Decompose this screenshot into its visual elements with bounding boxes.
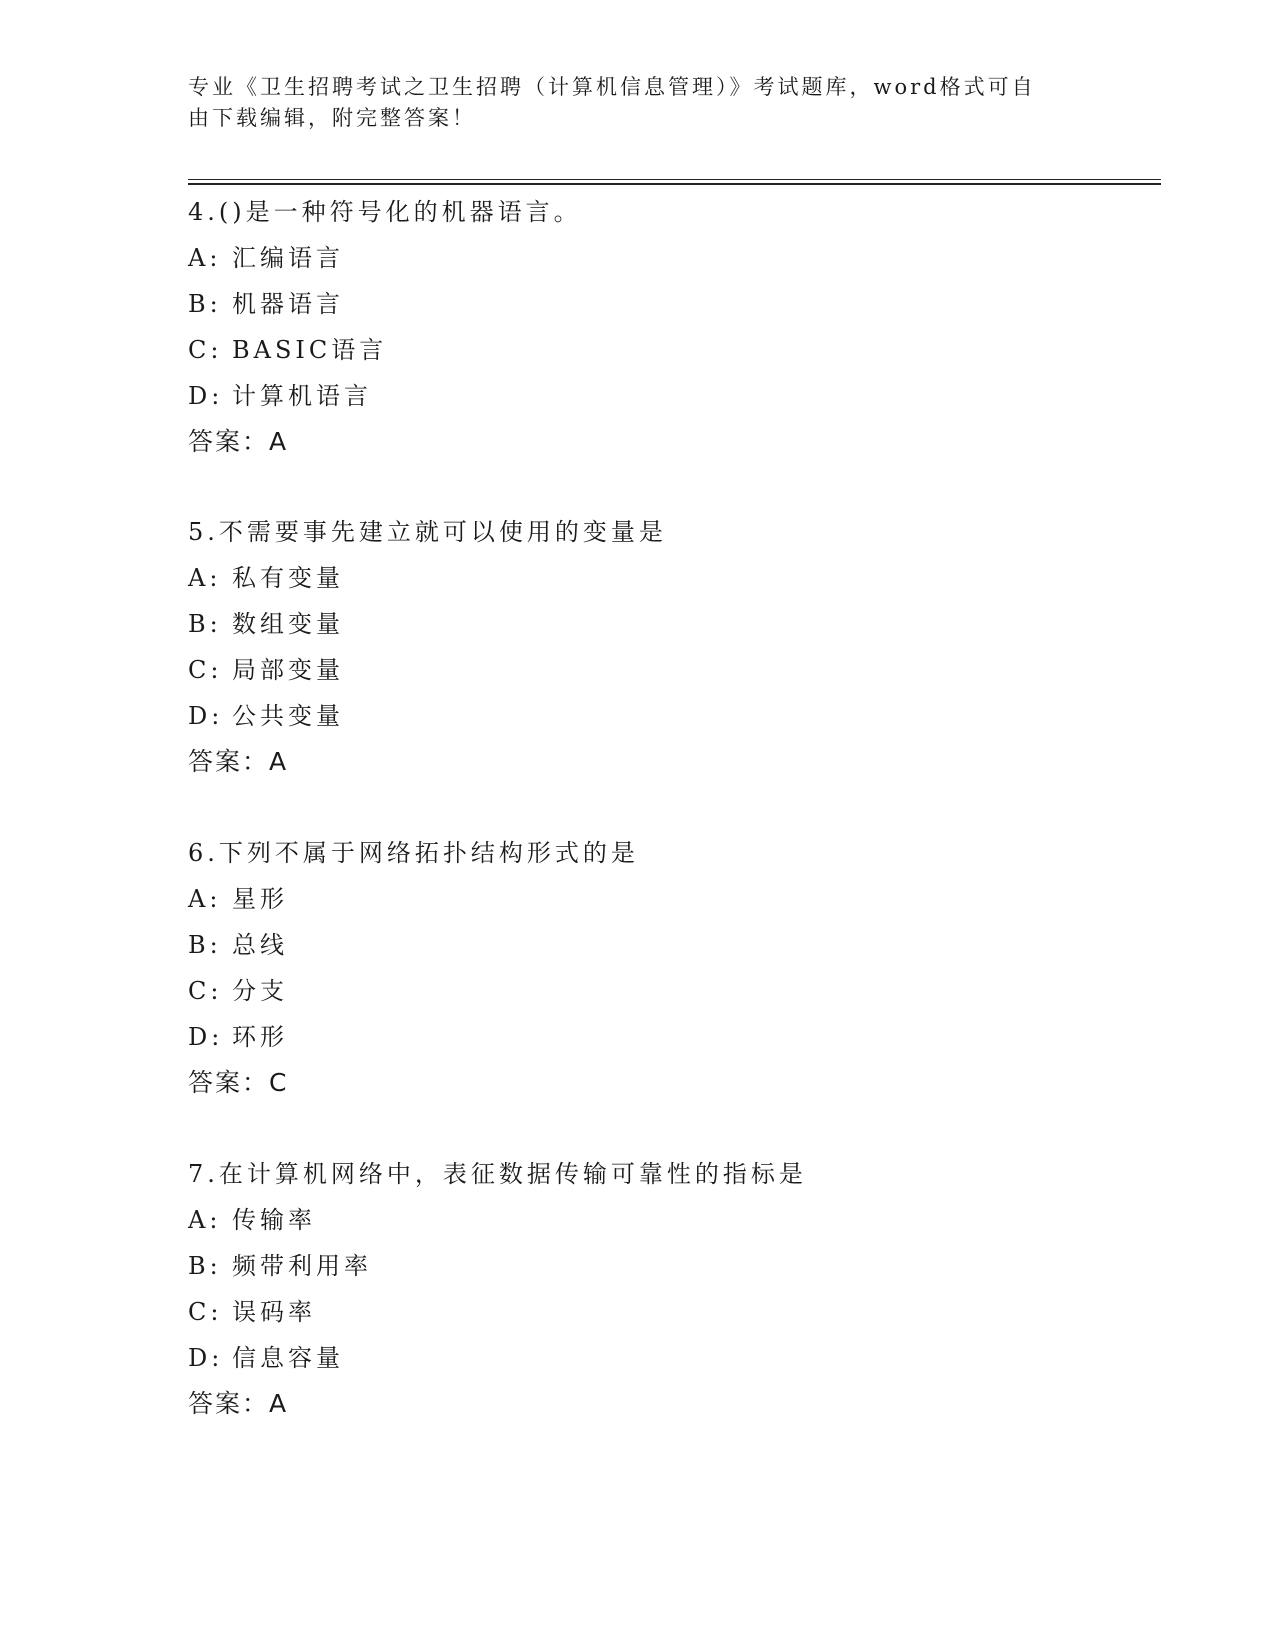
option-letter: B: [188, 1252, 222, 1280]
option-c [188, 1289, 1168, 1335]
header-line-2: 由下载编辑，附完整答案！ [188, 106, 476, 130]
option-letter: D: [188, 702, 224, 730]
option-letter: A: [188, 564, 222, 592]
option-letter: C: [188, 977, 223, 1005]
option-letter: A: [188, 885, 222, 913]
option-a [188, 1197, 1168, 1243]
option-b [188, 281, 1168, 327]
option-c [188, 968, 1168, 1014]
question-stem: 7.在计算机网络中，表征数据传输可靠性的指标是 [188, 1160, 807, 1188]
option-b [188, 922, 1168, 968]
option-c [188, 647, 1168, 693]
question-stem: 6.下列不属于网络拓扑结构形式的是 [188, 839, 639, 867]
option-text: 误码率 [232, 1298, 316, 1326]
option-letter: C: [188, 1298, 223, 1326]
option-a [188, 555, 1168, 601]
answer-line: 答案：C [188, 1068, 289, 1097]
option-a [188, 876, 1168, 922]
header-line-1: 专业《卫生招聘考试之卫生招聘（计算机信息管理）》考试题库，word格式可自 [188, 75, 1036, 99]
answer-line: 答案：A [188, 1389, 289, 1418]
question-block [188, 1151, 1168, 1427]
option-text: 汇编语言 [232, 244, 344, 272]
option-letter: D: [188, 1023, 224, 1051]
option-letter: C: [188, 336, 223, 364]
option-letter: D: [188, 382, 224, 410]
option-letter: D: [188, 1344, 224, 1372]
question-block [188, 830, 1168, 1106]
option-text: 计算机语言 [232, 382, 372, 410]
document-header [188, 72, 1088, 134]
option-letter: B: [188, 610, 222, 638]
option-a [188, 235, 1168, 281]
option-text: 环形 [232, 1023, 288, 1051]
question-block [188, 509, 1168, 785]
option-letter: C: [188, 656, 223, 684]
option-text: 机器语言 [232, 290, 344, 318]
option-text: 总线 [232, 931, 288, 959]
header-divider-thin [188, 179, 1161, 180]
option-d [188, 1335, 1168, 1381]
option-text: 传输率 [232, 1206, 316, 1234]
option-b [188, 1243, 1168, 1289]
question-stem: 4.()是一种符号化的机器语言。 [188, 198, 582, 226]
option-letter: B: [188, 931, 222, 959]
option-letter: A: [188, 244, 222, 272]
option-text: BASIC语言 [232, 336, 388, 364]
option-text: 分支 [232, 977, 288, 1005]
option-c [188, 327, 1168, 373]
option-text: 频带利用率 [232, 1252, 372, 1280]
option-text: 公共变量 [232, 702, 344, 730]
option-text: 私有变量 [232, 564, 344, 592]
option-d [188, 373, 1168, 419]
header-divider-thick [188, 183, 1161, 185]
question-block [188, 189, 1168, 465]
option-d [188, 693, 1168, 739]
question-stem: 5.不需要事先建立就可以使用的变量是 [188, 518, 667, 546]
option-d [188, 1014, 1168, 1060]
option-text: 信息容量 [232, 1344, 344, 1372]
option-text: 星形 [232, 885, 288, 913]
option-letter: A: [188, 1206, 222, 1234]
option-text: 数组变量 [232, 610, 344, 638]
option-letter: B: [188, 290, 222, 318]
option-b [188, 601, 1168, 647]
answer-line: 答案：A [188, 427, 289, 456]
option-text: 局部变量 [232, 656, 344, 684]
answer-line: 答案：A [188, 747, 289, 776]
